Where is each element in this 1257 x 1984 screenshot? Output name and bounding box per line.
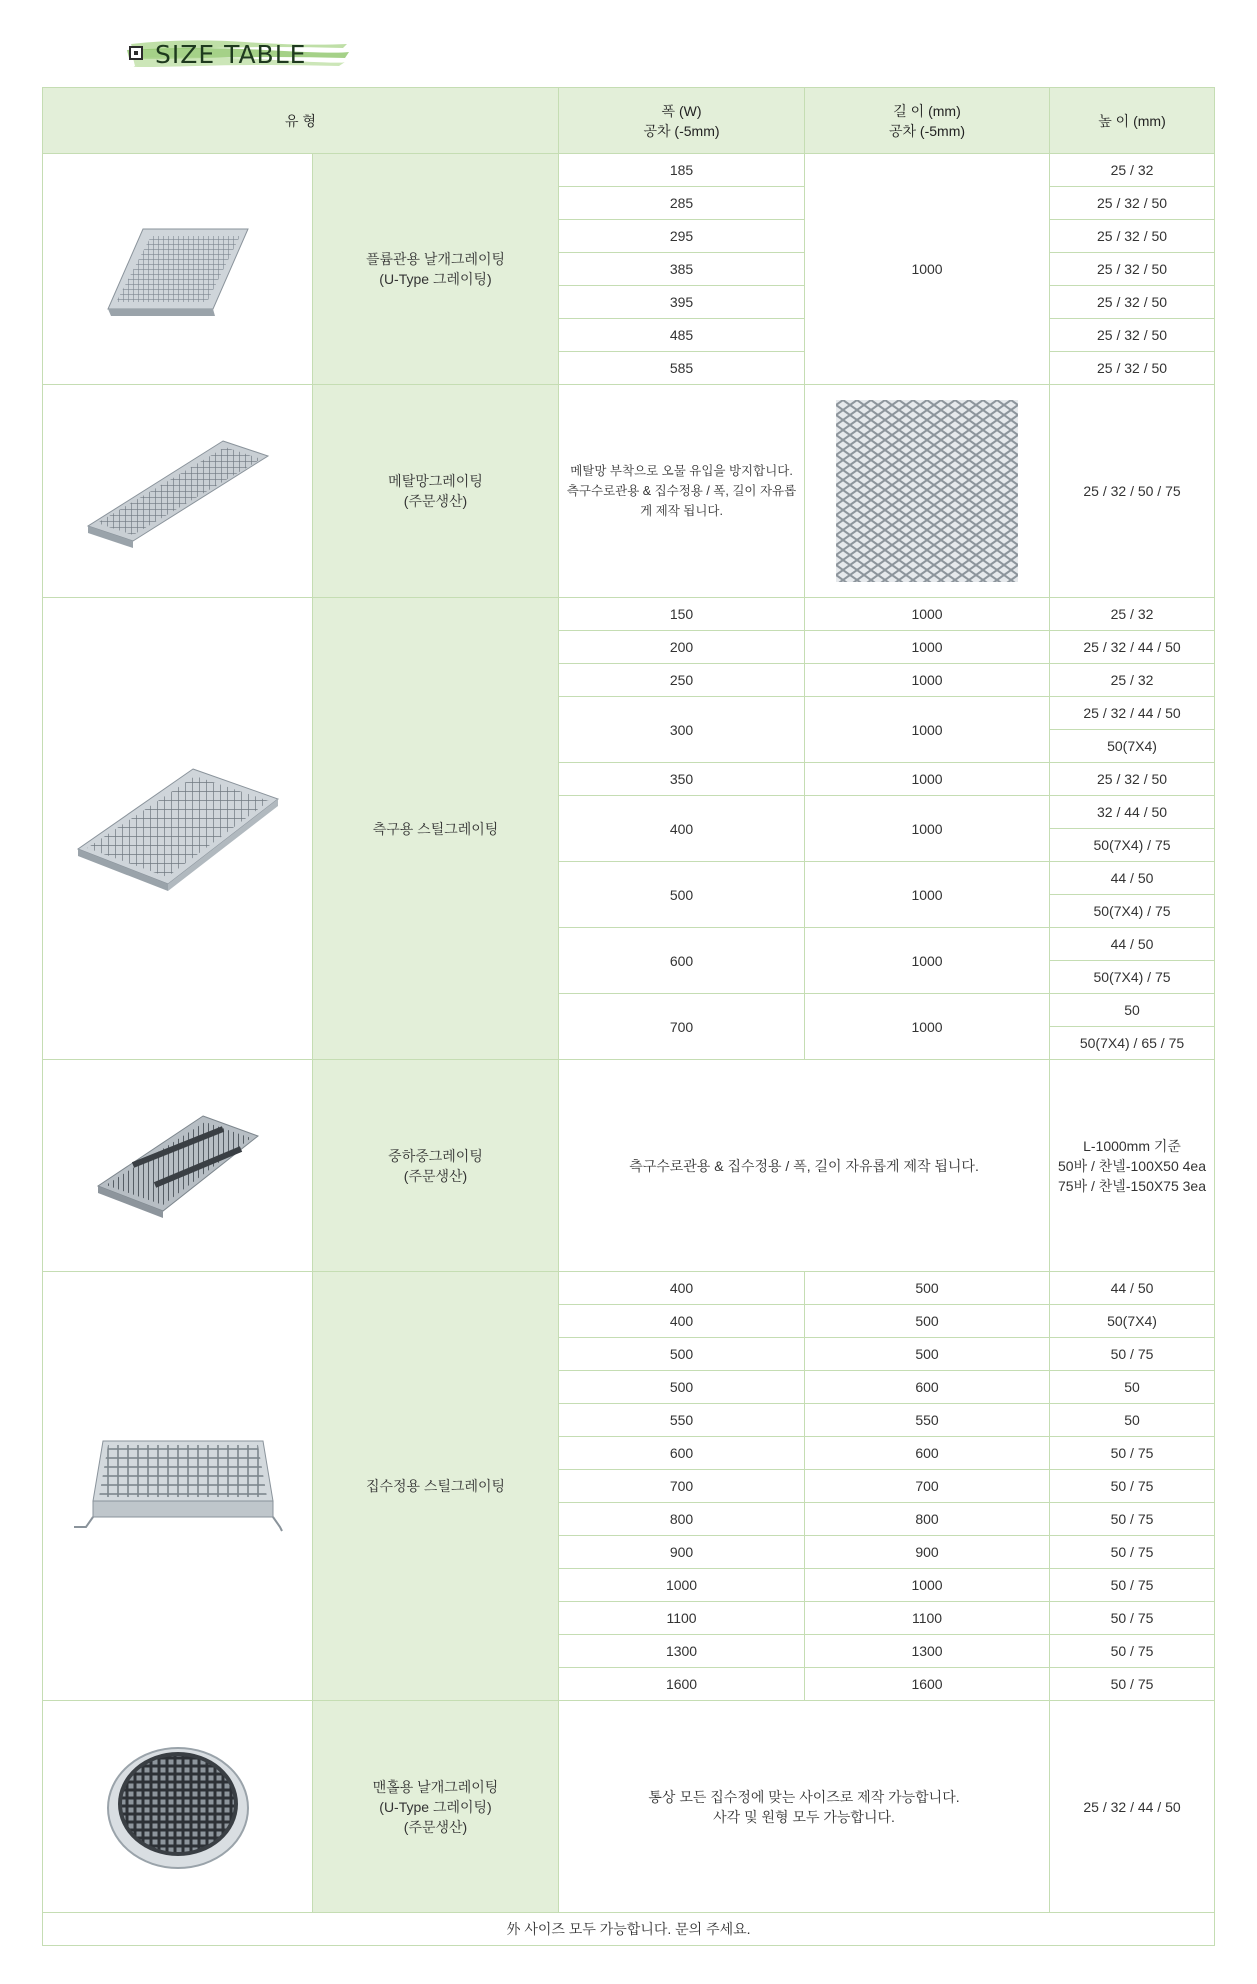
- width-cell: 385: [559, 253, 805, 286]
- height-cell: 25 / 32 / 50 / 75: [1050, 385, 1215, 598]
- u-type-grating-icon: [103, 214, 253, 324]
- height-cell: 50 / 75: [1050, 1602, 1215, 1635]
- length-cell: 700: [805, 1470, 1050, 1503]
- manhole-note: 통상 모든 집수정에 맞는 사이즈로 제작 가능합니다. 사각 및 원형 모두 가능합니다.: [559, 1701, 1050, 1913]
- length-cell: 1000: [805, 796, 1050, 862]
- height-cell: 50 / 75: [1050, 1536, 1215, 1569]
- height-cell: 50 / 75: [1050, 1569, 1215, 1602]
- width-cell: 250: [559, 664, 805, 697]
- width-cell: 300: [559, 697, 805, 763]
- length-cell: 500: [805, 1305, 1050, 1338]
- table-row: [43, 1701, 1215, 1913]
- height-cell: 50(7X4): [1050, 1305, 1215, 1338]
- height-cell: 50 / 75: [1050, 1503, 1215, 1536]
- width-cell: 400: [559, 1272, 805, 1305]
- table-row: [43, 154, 1215, 187]
- height-cell: 50: [1050, 994, 1215, 1027]
- length-cell: 1000: [805, 994, 1050, 1060]
- length-cell: 1000: [805, 664, 1050, 697]
- height-cell: 32 / 44 / 50: [1050, 796, 1215, 829]
- size-table: [42, 87, 1215, 1946]
- header-width: 폭 (W) 공차 (-5mm): [559, 88, 805, 154]
- header-type: 유 형: [43, 88, 559, 154]
- heavy-duty-note: 측구수로관용 & 집수정용 / 폭, 길이 자유롭게 제작 됩니다.: [559, 1060, 1050, 1272]
- height-cell: 25 / 32 / 50: [1050, 220, 1215, 253]
- width-cell: 400: [559, 796, 805, 862]
- width-cell: 185: [559, 154, 805, 187]
- width-cell: 285: [559, 187, 805, 220]
- length-cell: 1100: [805, 1602, 1050, 1635]
- width-cell: 395: [559, 286, 805, 319]
- length-cell: 1000: [805, 697, 1050, 763]
- height-cell: 25 / 32 / 50: [1050, 319, 1215, 352]
- heavy-duty-grating-icon: [93, 1111, 263, 1221]
- square-bullet-icon: [129, 46, 143, 60]
- width-cell: 400: [559, 1305, 805, 1338]
- width-cell: 600: [559, 928, 805, 994]
- width-cell: 700: [559, 994, 805, 1060]
- width-cell: 1100: [559, 1602, 805, 1635]
- header-length: 길 이 (mm) 공차 (-5mm): [805, 88, 1050, 154]
- length-cell: 1600: [805, 1668, 1050, 1701]
- height-cell: 44 / 50: [1050, 862, 1215, 895]
- length-cell: 1000: [805, 154, 1050, 385]
- metal-mesh-grating-icon: [83, 431, 273, 551]
- header-height: 높 이 (mm): [1050, 88, 1215, 154]
- catch-basin-grating-icon: [68, 1431, 288, 1541]
- width-cell: 295: [559, 220, 805, 253]
- table-row: [43, 1272, 1215, 1305]
- height-cell: 50(7X4) / 75: [1050, 961, 1215, 994]
- width-cell: 500: [559, 1371, 805, 1404]
- size-table-title: [125, 36, 351, 70]
- width-cell: 500: [559, 862, 805, 928]
- type-manhole-grating: 맨홀용 날개그레이팅 (U-Type 그레이팅) (주문생산): [313, 1701, 559, 1913]
- height-cell: 50 / 75: [1050, 1470, 1215, 1503]
- width-cell: 550: [559, 1404, 805, 1437]
- length-cell: 600: [805, 1371, 1050, 1404]
- height-cell: 25 / 32: [1050, 664, 1215, 697]
- length-cell: 500: [805, 1338, 1050, 1371]
- length-cell: 550: [805, 1404, 1050, 1437]
- height-cell: 50 / 75: [1050, 1635, 1215, 1668]
- type-heavy-duty-grating: 중하중그레이팅 (주문생산): [313, 1060, 559, 1272]
- width-cell: 1300: [559, 1635, 805, 1668]
- metal-mesh-note: 메탈망 부착으로 오물 유입을 방지합니다. 측구수로관용 & 집수정용 / 폭, 길이 자유롭 게 제작 됩니다.: [559, 385, 805, 598]
- length-cell: 800: [805, 1503, 1050, 1536]
- length-cell: 1000: [805, 598, 1050, 631]
- height-cell: 25 / 32: [1050, 154, 1215, 187]
- length-cell: 1000: [805, 862, 1050, 928]
- height-cell: 25 / 32: [1050, 598, 1215, 631]
- type-u-type-grating: 플륨관용 날개그레이팅 (U-Type 그레이팅): [313, 154, 559, 385]
- product-image-u-type: [43, 154, 313, 385]
- height-cell: 25 / 32 / 50: [1050, 352, 1215, 385]
- table-row: [43, 385, 1215, 598]
- length-cell: 1000: [805, 763, 1050, 796]
- height-cell: 50: [1050, 1371, 1215, 1404]
- header-row: [43, 88, 1215, 154]
- type-catch-basin-steel-grating: 집수정용 스틸그레이팅: [313, 1272, 559, 1701]
- mesh-texture-icon: [836, 400, 1018, 582]
- type-side-ditch-steel-grating: 측구용 스틸그레이팅: [313, 598, 559, 1060]
- type-metal-mesh-grating: 메탈망그레이팅 (주문생산): [313, 385, 559, 598]
- height-cell: 50: [1050, 1404, 1215, 1437]
- product-image-manhole: [43, 1701, 313, 1913]
- footer-row: [43, 1913, 1215, 1946]
- width-cell: 1600: [559, 1668, 805, 1701]
- height-cell: 50(7X4) / 75: [1050, 829, 1215, 862]
- height-cell: 50 / 75: [1050, 1668, 1215, 1701]
- length-cell: 1000: [805, 928, 1050, 994]
- table-row: [43, 1060, 1215, 1272]
- length-cell: 1300: [805, 1635, 1050, 1668]
- width-cell: 150: [559, 598, 805, 631]
- width-cell: 1000: [559, 1569, 805, 1602]
- height-cell: 25 / 32 / 44 / 50: [1050, 1701, 1215, 1913]
- side-ditch-grating-icon: [73, 764, 283, 894]
- height-cell: 25 / 32 / 44 / 50: [1050, 631, 1215, 664]
- metal-mesh-sample-image: [805, 385, 1050, 598]
- height-cell: 25 / 32 / 50: [1050, 187, 1215, 220]
- height-cell: 50(7X4) / 65 / 75: [1050, 1027, 1215, 1060]
- footer-note: 外 사이즈 모두 가능합니다. 문의 주세요.: [43, 1913, 1215, 1946]
- length-cell: 600: [805, 1437, 1050, 1470]
- length-cell: 1000: [805, 1569, 1050, 1602]
- width-cell: 600: [559, 1437, 805, 1470]
- manhole-grating-icon: [103, 1742, 253, 1872]
- height-cell: 44 / 50: [1050, 928, 1215, 961]
- product-image-heavy-duty: [43, 1060, 313, 1272]
- width-cell: 485: [559, 319, 805, 352]
- height-cell: L-1000mm 기준 50바 / 찬넬-100X50 4ea 75바 / 찬넬-150X75 3ea: [1050, 1060, 1215, 1272]
- table-row: [43, 598, 1215, 631]
- height-cell: 25 / 32 / 44 / 50: [1050, 697, 1215, 730]
- height-cell: 25 / 32 / 50: [1050, 763, 1215, 796]
- height-cell: 50(7X4) / 75: [1050, 895, 1215, 928]
- height-cell: 50 / 75: [1050, 1437, 1215, 1470]
- width-cell: 585: [559, 352, 805, 385]
- length-cell: 500: [805, 1272, 1050, 1305]
- width-cell: 200: [559, 631, 805, 664]
- height-cell: 44 / 50: [1050, 1272, 1215, 1305]
- width-cell: 800: [559, 1503, 805, 1536]
- width-cell: 500: [559, 1338, 805, 1371]
- width-cell: 700: [559, 1470, 805, 1503]
- width-cell: 350: [559, 763, 805, 796]
- length-cell: 900: [805, 1536, 1050, 1569]
- product-image-catch-basin: [43, 1272, 313, 1701]
- product-image-metal-mesh: [43, 385, 313, 598]
- height-cell: 50 / 75: [1050, 1338, 1215, 1371]
- height-cell: 25 / 32 / 50: [1050, 286, 1215, 319]
- width-cell: 900: [559, 1536, 805, 1569]
- height-cell: 50(7X4): [1050, 730, 1215, 763]
- length-cell: 1000: [805, 631, 1050, 664]
- title-text: SIZE TABLE: [155, 40, 307, 69]
- height-cell: 25 / 32 / 50: [1050, 253, 1215, 286]
- product-image-side-ditch: [43, 598, 313, 1060]
